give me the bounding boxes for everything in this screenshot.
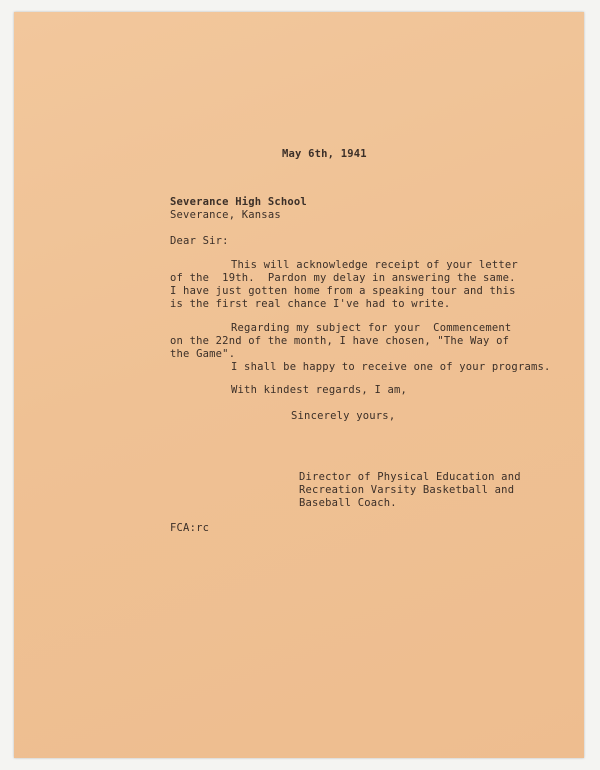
paragraph1-line4: is the first real chance I've had to write. bbox=[170, 298, 451, 310]
signature-title-line2: Recreation Varsity Basketball and bbox=[299, 484, 515, 496]
paragraph1-line1: This will acknowledge receipt of your letter bbox=[231, 259, 518, 271]
paragraph2-line3: the Game". bbox=[170, 348, 236, 360]
salutation: Dear Sir: bbox=[170, 235, 229, 247]
closing-regards: With kindest regards, I am, bbox=[231, 384, 408, 396]
signature-title-line3: Baseball Coach. bbox=[299, 497, 397, 509]
recipient-location: Severance, Kansas bbox=[170, 209, 281, 221]
paragraph2-line1: Regarding my subject for your Commencement bbox=[231, 322, 512, 334]
closing: Sincerely yours, bbox=[291, 410, 396, 422]
letter-page bbox=[14, 12, 584, 758]
paragraph1-line2: of the 19th. Pardon my delay in answering the same. bbox=[170, 272, 516, 284]
letter-date: May 6th, 1941 bbox=[282, 148, 367, 160]
paragraph1-line3: I have just gotten home from a speaking tour and this bbox=[170, 285, 516, 297]
reference-initials: FCA:rc bbox=[170, 522, 210, 534]
paragraph3: I shall be happy to receive one of your programs. bbox=[231, 361, 551, 373]
paragraph2-line2: on the 22nd of the month, I have chosen, "The Way of bbox=[170, 335, 510, 347]
signature-title-line1: Director of Physical Education and bbox=[299, 471, 521, 483]
recipient-name: Severance High School bbox=[170, 196, 307, 208]
